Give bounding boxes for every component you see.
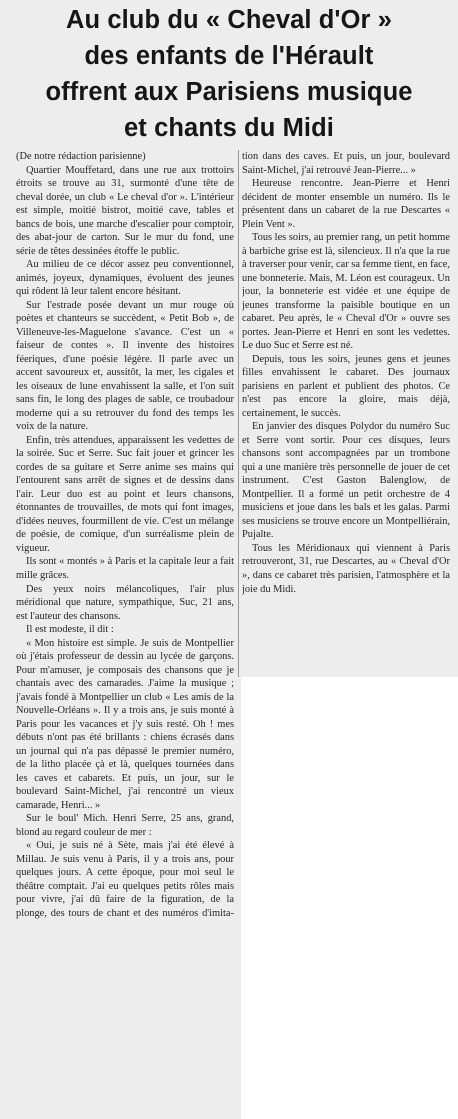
paragraph: Sur l'estrade posée devant un mur rouge où poètes et chanteurs se succèdent, « Petit Bob », de Villeneuve-les-Maguelone s'avance. C'est un « faiseur de contes ». Il invente des histoires féeriques, d'une poésie légère. Il parle avec un accent savoureux et, aussitôt, la mer, les cigales et les oiseaux de lune envahissent la salle, et l'on suit sans fin, le long des plages de sable, ce troubadour moderne qui a su retrouver du fond des temps les voix de la nature. bbox=[16, 299, 234, 433]
paragraph: Ils sont « montés » à Paris et la capitale leur a fait mille grâces. bbox=[16, 556, 234, 581]
headline-line-1: Au club du « Cheval d'Or » bbox=[65, 6, 393, 34]
paragraph: Des yeux noirs mélancoliques, l'air plus méridional que nature, sympathique, Suc, 21 ans, est l'auteur des chansons. bbox=[16, 583, 234, 622]
paragraph: « Mon histoire est simple. Je suis de Montpellier où j'étais professeur de dessin au lycée de garçons. Pour m'amuser, je composais des chansons que je chantais avec des camarades. J'aime la musique ; j'avais fondé à Montpellier un club « Les amis de la Nouvelle-Orléans ». Il y a trois ans, je suis monté à Paris pour les vacances et j'y suis resté. Oh ! mes débuts n'ont pas été brillants : chiens écrasés dans un journal qui n'a pas dépassé le premier numéro, de la litho placée çà et là, quelques tournées dans les caves et cabarets. Et puis, un jour, sur le boulevard Saint-Michel, j'ai rencontré un vieux camarade, Henri... » bbox=[16, 637, 234, 811]
headline-line-2: des enfants de l'Hérault bbox=[84, 42, 374, 70]
article-headline bbox=[6, 2, 452, 146]
article-column-right bbox=[242, 150, 450, 677]
headline-line-3: offrent aux Parisiens musique bbox=[45, 78, 413, 106]
blank-area bbox=[241, 677, 458, 1119]
paragraph: Enfin, très attendues, apparaissent les vedettes de la soirée. Suc et Serre. Suc fait jouer et grincer les cordes de sa guitare et Serre anime ses mains qui l'entourent sans arrêt de signes et de dessins dans l'air. Leur duo est au point et leurs chansons, étonnantes de trouvailles, de mots qui font images, d'idées neuves, fourmillent de vie. C'est un mélange de poésie, de comique, d'un surréalisme plein de vigueur. bbox=[16, 434, 234, 554]
paragraph: Tous les soirs, au premier rang, un petit homme à barbiche grise est là, silencieux. Il n'a que la rue à traverser pour venir, car sa femme tient, en face, une bonneterie. Mais, M. Léon est courageux. Un jour, la bonneterie est vidée et une équipe de jeunes transforme la paisible boutique en un cabaret. Peu après, le « Cheval d'Or » ouvre ses portes. Jean-Pierre et Henri en sont les vedettes. Le duo Suc et Serre est né. bbox=[242, 232, 450, 352]
article-credit: (De notre rédaction parisienne) bbox=[16, 151, 146, 162]
paragraph: « Oui, je suis né à Sète, mais j'ai été élevé à Millau. Je suis venu à Paris, il y a trois ans, pour quelques jours. A cette époque, pour moi seul le théâtre comptait. J'ai eu quelques petits rôles mais pour vivre, j'ai dû faire de la figuration, de la plonge, des tours de chant et des numéros d'imita- bbox=[16, 840, 234, 919]
paragraph: En janvier des disques Polydor du numéro Suc et Serre vont sortir. Pour ces disques, leurs chansons sont accompagnées par un trombone qui a une manière très personnelle de jouer de cet instrument. C'est Gaston Balenglow, de Montpellier. Il a formé un petit orchestre de 4 musiciens et joue dans les bals et les galas. Parmi ses musiciens se trouve encore un Montpelliérain, Pujalte. bbox=[242, 421, 450, 541]
headline-line-4: et chants du Midi bbox=[124, 114, 334, 142]
paragraph-continued: tion dans des caves. Et puis, un jour, boulevard Saint-Michel, j'ai retrouvé Jean-Pierre... » bbox=[242, 151, 450, 176]
paragraph: Sur le boul' Mich. Henri Serre, 25 ans, grand, blond au regard couleur de mer : bbox=[16, 813, 234, 838]
paragraph: Quartier Mouffetard, dans une rue aux trottoirs étroits se trouve au 31, surmonté d'une tête de cheval dorée, un club « Le cheval d'or ». L'intérieur est simple, moitié bistrot, moitié cave, tables et bancs de bois, une marche d'escalier pour comptoir, des abat-jour de carton. Sur le mur du fond, une série de têtes dessinées étoffe le public. bbox=[16, 164, 234, 257]
paragraph: Depuis, tous les soirs, jeunes gens et jeunes filles envahissent le cabaret. Des journaux parisiens en parlent et publient des photos. Ce n'est pas encore la gloire, mais déjà, certainement, le succès. bbox=[242, 353, 450, 419]
paragraph: Heureuse rencontre. Jean-Pierre et Henri décident de monter ensemble un numéro. Ils le présentent dans un cabaret de la rue Descartes « Plein Vent ». bbox=[242, 178, 450, 230]
paragraph: Il est modeste, il dit : bbox=[26, 624, 114, 636]
column-divider bbox=[238, 150, 239, 677]
article-column-left bbox=[16, 150, 234, 1116]
paragraph: Tous les Méridionaux qui viennent à Paris retrouveront, 31, rue Descartes, au « Cheval d'Or », dans ce cabaret très parisien, l'atmosphère et la joie du Midi. bbox=[242, 542, 450, 595]
paragraph: Au milieu de ce décor assez peu conventionnel, animés, joyeux, dynamiques, évoluent des jeunes qui rôdent là leur talent encore hésitant. bbox=[16, 259, 234, 298]
